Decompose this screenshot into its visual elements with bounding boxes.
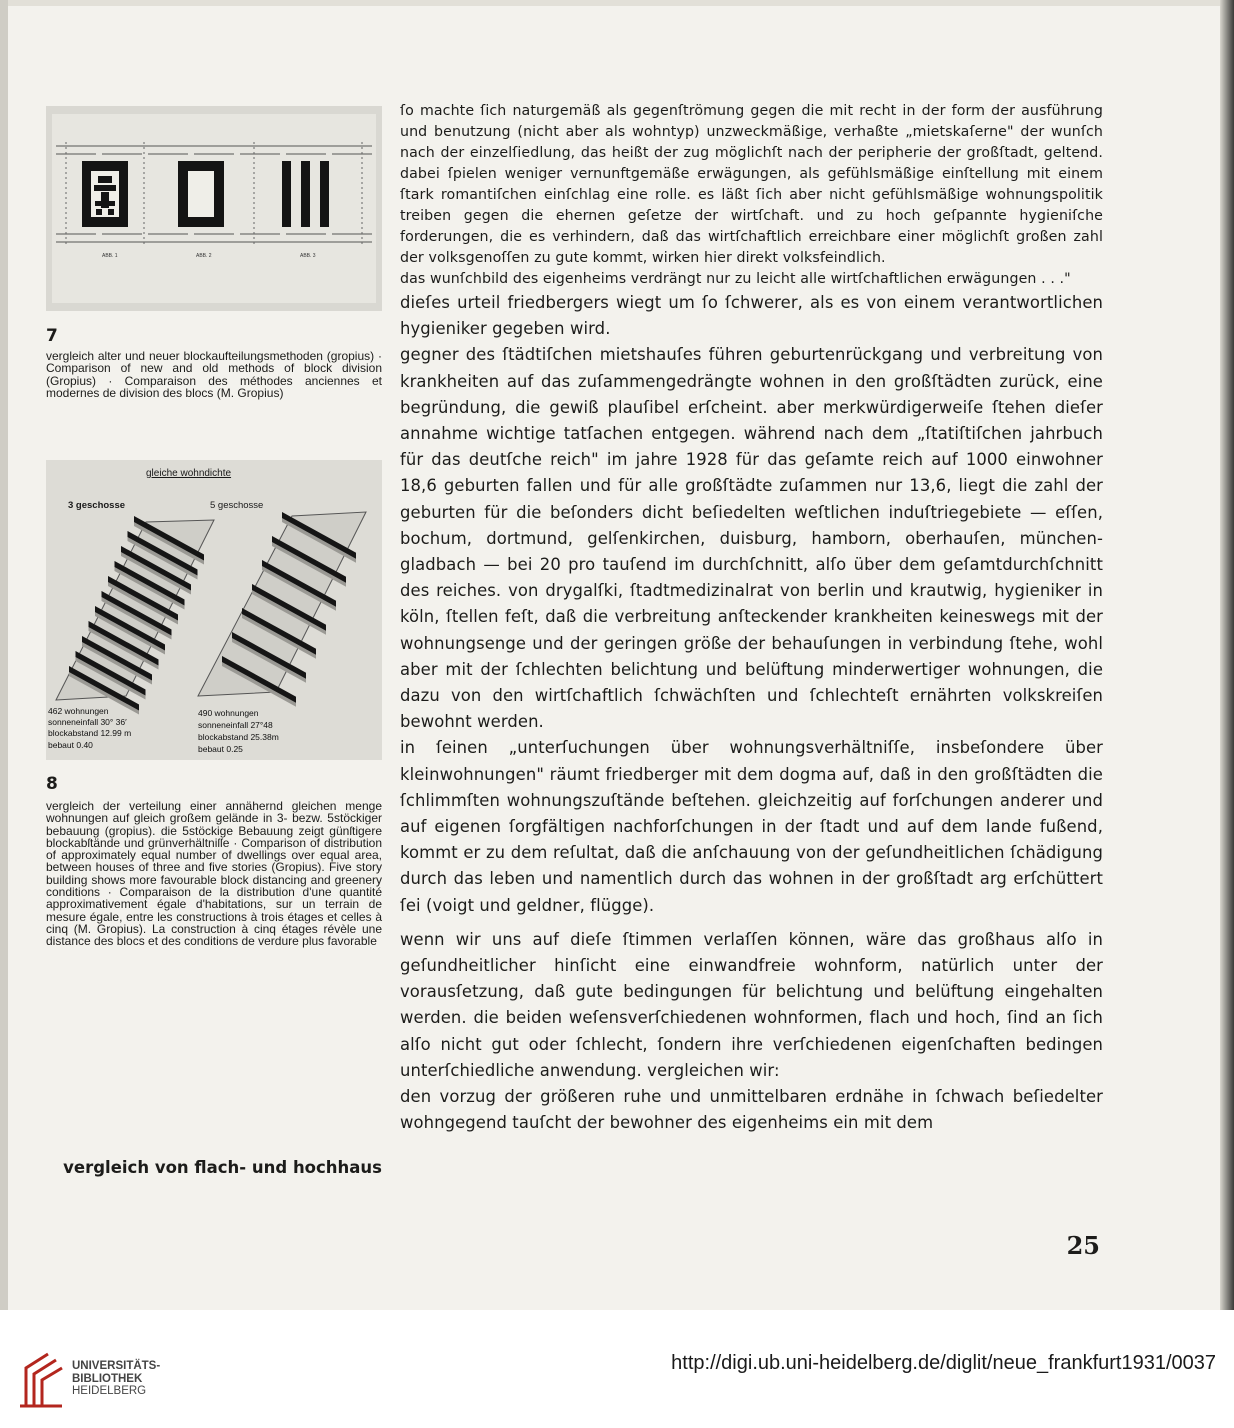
library-name-line-1: UNIVERSITÄTS- <box>72 1360 161 1372</box>
library-name-line-2: BIBLIOTHEK <box>72 1372 143 1385</box>
figure-8-right-label: 5 geschosse <box>210 500 264 511</box>
page-number: 25 <box>1066 1231 1100 1260</box>
paragraph-2: gegner des ſtädtiſchen mietshauſes führen geburtenrückgang und verbreitung von krankheiten auf das zuſammengedrängte wohnen in den großſtädten zurück, eine begründung, die gewiß plauſibel erſcheint. aber merkwürdigerweiſe ſtehen dieſer annahme wichtige tatſachen entgegen. während nach dem „ſtatiſtiſchen jahrbuch für das deutſche reich" im jahre 1928 für das geſamte reich auf 1000 einwohner 18,6 geburten fallen und für alle großſtädte zuſammen nur 13,6, liegt die zahl der geburten für die beſonders dicht beſiedelten weſtlichen induſtriegebiete — eſſen, bochum, dortmund, gelſenkirchen, duisburg, hamborn, oberhauſen, münchen-gladbach — bei 20 pro tauſend im durchſchnitt, alſo über dem geſamtdurchſchnitt des reiches. von drygalſki, ſtadtmedizinalrat von berlin und krautwig, hygieniker in köln, ſtellen feſt, daß die verbreitung anſteckender krankheiten keineswegs mit der wohnungsenge und der geringen größe der behauſungen in verbindung ſtehe, wohl aber mit der ſchlechten belichtung und belüftung minderwertiger wohnungen, die dazu von den wirtſchaftlich ſchwächſten und ſchlechteſt ernährten volkskreiſen bewohnt werden. <box>400 345 1103 732</box>
right-stat-3: blockabstand 25.38m <box>198 732 279 742</box>
left-stat-4: bebaut 0.40 <box>48 740 93 750</box>
figure-8-left-label: 3 geschosse <box>68 500 126 511</box>
library-name <box>72 1360 160 1398</box>
row-block <box>282 161 329 227</box>
building-height-diagram <box>46 460 382 760</box>
figure-8-title: gleiche wohndichte <box>146 468 232 479</box>
right-stat-1: 490 wohnungen <box>198 708 259 718</box>
figure-7-caption: vergleich alter und neuer blockaufteilungsmethoden (gropius) · Comparison of new and old methods of block division (Gropius) · Comparaison des méthodes anciennes et modernes de division des blocs (M. Gropius) <box>46 349 382 400</box>
perimeter-block <box>178 161 224 227</box>
figure-8-caption: vergleich der verteilung einer annähernd gleichen menge wohnungen auf gleich großem gelände in 3- bezw. 5stöckiger bebauung (gropius). die 5stöckige Bebauung zeigt günſtigere blockabſtände und grünverhältniſſe · Comparison of distribution of approximately equal number of dwellings over equal area, between houses of three and five stories (Gropius). Five story building shows more favourable block distancing and greenery conditions · Comparaison de la distribution d'une quantité approximativement égale d'habitations, sur un terrain de mesure égale, entre les constructions à trois étages et celles à cinq (M. Gropius). La construction à cinq étages révèle une distance des blocs et des conditions de verdure plus favorable <box>46 799 382 949</box>
paragraph-1: dieſes urteil friedbergers wiegt um ſo ſchwerer, als es von einem verantwortlichen hygieniker gegeben wird. <box>400 293 1103 339</box>
paragraph-5: den vorzug der größeren ruhe und unmittelbaren erdnähe in ſchwach beſiedelter wohngegend tauſcht der bewohner des eigenheims ein mit dem <box>400 1087 1103 1133</box>
paragraph-4: wenn wir uns auf dieſe ſtimmen verlaſſen können, wäre das großhaus alſo in geſundheitlicher hinſicht eine einwandfreie wohnform, natürlich unter der vorausſetzung, daß gute bedingungen für belichtung und belüftung eingehalten werden. die beiden weſensverſchiedenen wohnformen, flach und hoch, ſind an ſich alſo nicht gut oder ſchlecht, ſondern ihre verſchiedenen eigenſchaften bedingen unterſchiedliche anwendung. vergleichen wir: <box>400 929 1103 1080</box>
figure-7-label-2: ABB. 2 <box>196 253 212 259</box>
paragraph-3: in ſeinen „unterſuchungen über wohnungsverhältniſſe, insbeſondere über kleinwohnungen" räumt friedberger mit dem dogma auf, daß in den großſtädten die ſchlimmſten wohnungszuſtände beſtehen. gleichzeitig auf forſchungen anderer und auf eigenen ſorgfältigen nachforſchungen in der ſtadt und auf dem lande fußend, kommt er zu dem reſultat, daß die anſchauung von der geſundheitlichen ſchädigung durch das leben und namentlich durch das wohnen in der großſtadt arg erſchüttert ſei (voigt und geldner, flügge). <box>400 738 1103 915</box>
left-stat-2: sonneneinfall 30° 36′ <box>48 717 127 727</box>
section-side-heading: vergleich von flach- und hochhaus <box>63 1158 382 1177</box>
left-stat-1: 462 wohnungen <box>48 706 109 716</box>
page-edge-top <box>0 0 1234 6</box>
quote-paragraph: ſo machte ſich naturgemäß als gegenſtrömung gegen die mit recht in der form der ausführung und benutzung (nicht aber als wohntyp) unzweckmäßige, verhaßte „mietskaſerne" der wunſch nach der einzelſiedlung, das heißt der zug möglichſt nach der peripherie der großſtadt, geltend. dabei ſpielen weniger vernunftgemäße erwägungen, als gefühlsmäßige einſtellung mit einem ſtark romantiſchen einſchlag eine rolle. es läßt ſich aber nicht gefühlsmäßige wohnungspolitik treiben gegen die ehernen geſetze der wirtſchaft. und zu hoch geſpannte hygieniſche forderungen, die es verhindern, daß das wirtſchaftlich erreichbare einer möglichſt großen zahl der volksgenoſſen zu gute kommt, wirken hier direkt volksfeindlich. <box>400 103 1103 266</box>
figure-7-label-1: ABB. 1 <box>102 253 118 259</box>
right-stat-4: bebaut 0.25 <box>198 744 243 754</box>
figure-7-image <box>46 106 382 311</box>
paragraph-gap <box>400 919 1103 927</box>
quote-closing-line: das wunſchbild des eigenheims verdrängt nur zu leicht alle wirtſchaftlichen erwägungen . . ." <box>400 271 1071 287</box>
footer-bar <box>0 1310 1234 1428</box>
page-edge-right <box>1220 0 1234 1310</box>
left-stat-3: blockabstand 12.99 m <box>48 728 132 738</box>
figure-7-number: 7 <box>46 326 58 346</box>
old-block <box>82 161 128 227</box>
page-edge-left <box>0 0 8 1310</box>
block-division-diagram <box>46 106 382 311</box>
library-name-line-3: HEIDELBERG <box>72 1385 147 1397</box>
figure-8-number: 8 <box>46 774 58 794</box>
figure-8-image <box>46 460 382 760</box>
library-logo-icon <box>18 1350 64 1410</box>
main-text-column <box>400 101 1103 1137</box>
right-stat-2: sonneneinfall 27°48 <box>198 720 273 730</box>
permalink-url[interactable]: http://digi.ub.uni-heidelberg.de/diglit/neue_frankfurt1931/0037 <box>671 1352 1216 1374</box>
figure-7-label-3: ABB. 3 <box>300 253 316 259</box>
